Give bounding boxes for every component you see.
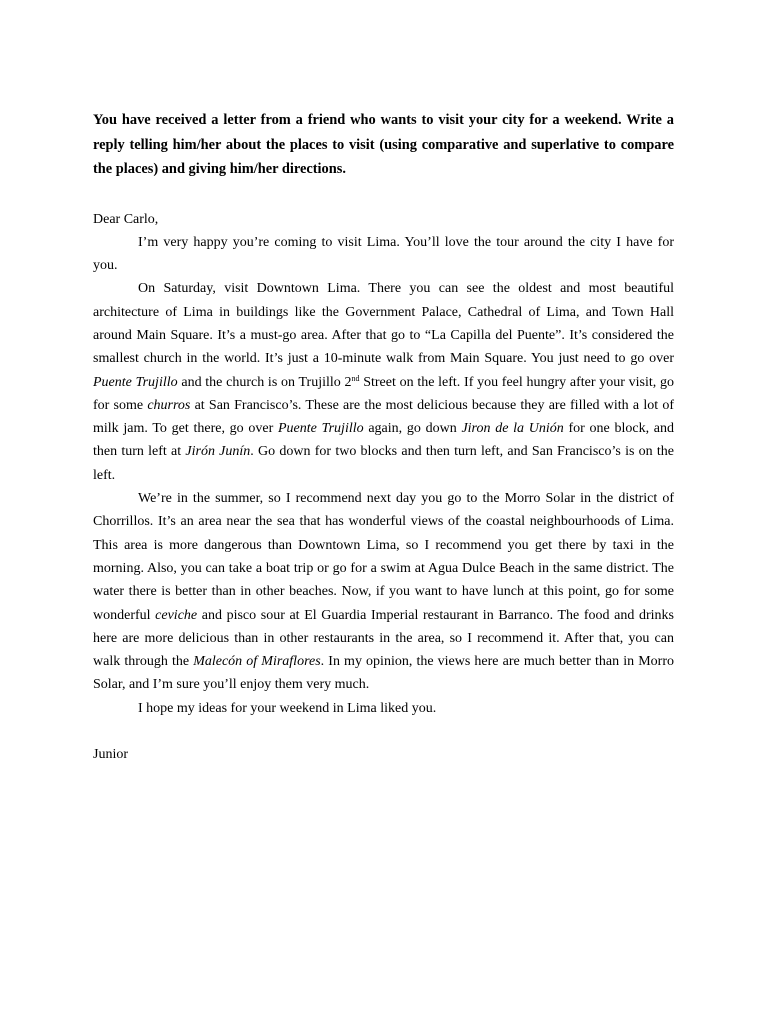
letter-paragraph-2 [93, 277, 674, 487]
place-name-jiron-junin: Jirón Junín [185, 444, 251, 460]
letter-paragraph-4: I hope my ideas for your weekend in Lima liked you. [138, 700, 437, 716]
letter-salutation: Dear Carlo, [93, 211, 159, 227]
letter-signature: Junior [93, 747, 128, 763]
place-name-malecon: Malecón of Miraflores [193, 654, 321, 670]
food-name-churros: churros [147, 397, 191, 413]
paragraph-text: for one block, and then turn left at [93, 421, 675, 460]
paragraph-text: again, go down [363, 421, 462, 437]
paragraph-text: Street on the left. If you feel hungry after your visit, go for some [93, 374, 674, 413]
paragraph-text: and the church is on Trujillo 2 [177, 374, 352, 390]
assignment-prompt: You have received a letter from a friend who wants to visit your city for a weekend. Write a reply telling him/her about the places to visit (using comparative and superlative to compare the places) and giving him/her directions. [93, 112, 674, 177]
place-name-puente-trujillo: Puente Trujillo [93, 374, 178, 390]
food-name-ceviche: ceviche [155, 607, 198, 623]
paragraph-text: On Saturday, visit Downtown Lima. There you can see the oldest and most beautiful architecture of Lima in buildings like the Government Palace, Cathedral of Lima, and Town Hall around Main Square. It’s a must-go area. After that go to “La Capilla del Puente”. It’s considered the smallest church in the world. It’s just a 10-minute walk from Main Square. You just need to go over [93, 281, 674, 367]
document-page [93, 108, 674, 766]
paragraph-text: . Go down for two blocks and then turn left, and San Francisco’s is on the left. [93, 444, 674, 483]
place-name-puente-trujillo: Puente Trujillo [278, 421, 364, 437]
place-name-jiron-union: Jiron de la Unión [461, 421, 564, 437]
paragraph-text: and pisco sour at El Guardia Imperial restaurant in Barranco. The food and drinks here are more delicious than in other restaurants in the area, so I recommend it. After that, you can walk through the [93, 607, 674, 670]
paragraph-text: . In my opinion, the views here are much better than in Morro Solar, and I’m sure you’ll enjoy them very much. [93, 654, 674, 693]
letter-paragraph-1: I’m very happy you’re coming to visit Lima. You’ll love the tour around the city I have for you. [93, 234, 674, 274]
paragraph-text: at San Francisco’s. These are the most delicious because they are filled with a lot of milk jam. To get there, go over [93, 397, 674, 437]
paragraph-text: We’re in the summer, so I recommend next day you go to the Morro Solar in the district of Chorrillos. It’s an area near the sea that has wonderful views of the coastal neighbourhoods of Lima. This area is more dangerous than Downtown Lima, so I recommend you get there by taxi in the morning. Also, you can take a boat trip or go for a swim at Agua Dulce Beach in the same district. The water there is better than in other beaches. Now, if you want to have lunch at this point, go for some wonderful [93, 491, 674, 623]
ordinal-suffix: nd [351, 373, 360, 383]
letter-paragraph-3 [93, 487, 674, 697]
